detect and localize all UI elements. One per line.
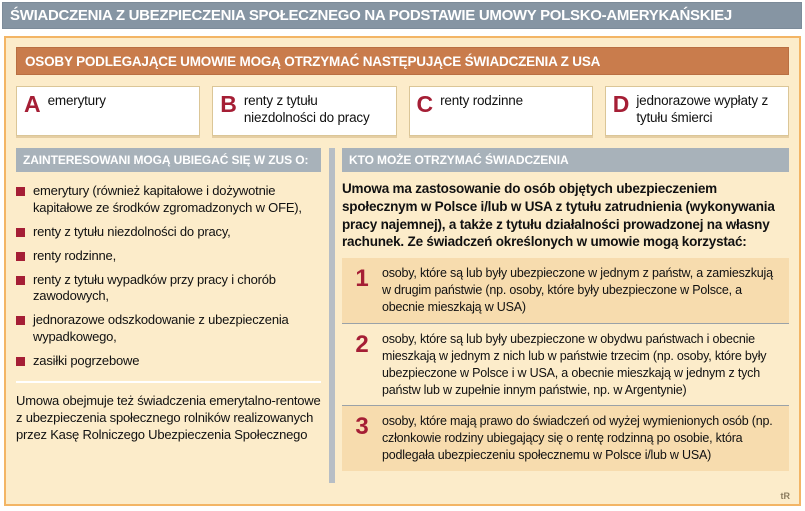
zus-benefit-list xyxy=(16,183,321,370)
eligibility-intro: Umowa ma zastosowanie do osób objętych ubezpieczeniem społecznym w Polsce i/lub w USA z tytułu zatrudnienia (wykonywania pracy najemnej), a także z tytułu działalności prowadzonej na własny rachunek. Ze świadczeń określonych w umowie mogą korzystać: xyxy=(342,181,775,250)
list-item xyxy=(16,272,321,306)
horizontal-divider xyxy=(16,381,321,383)
zus-column xyxy=(16,148,321,501)
list-item-text: emerytury (również kapitałowe i dożywotnie kapitałowe ze środków zgromadzonych w OFE), xyxy=(33,183,302,215)
eligibility-item-1 xyxy=(342,258,789,323)
list-item-text: zasiłki pogrzebowe xyxy=(33,353,140,369)
benefit-boxes-row xyxy=(16,86,789,136)
bullet-square-icon xyxy=(16,228,25,237)
zus-column-header-label: ZAINTERESOWANI MOGĄ UBIEGAĆ SIĘ W ZUS O: xyxy=(23,153,309,167)
benefit-box-d xyxy=(605,86,789,136)
benefit-label-c: renty rodzinne xyxy=(440,93,523,108)
item-number: 1 xyxy=(355,265,369,293)
item-text: osoby, które są lub były ubezpieczone w obydwu państwach i obecnie mieszkają w jednym z nich lub w państwie trzecim (np. osoby, które były ubezpieczone w Polsce i w USA, a obecnie mieszkają w jednym z tych państw lub w zupełnie innym państwie, np. w Argentynie) xyxy=(382,331,767,397)
eligibility-list xyxy=(342,258,789,471)
list-item-text: renty rodzinne, xyxy=(33,247,116,263)
benefits-section-header xyxy=(16,47,789,75)
content-panel xyxy=(4,36,801,506)
bullet-square-icon xyxy=(16,316,25,325)
krus-note: Umowa obejmuje też świadczenia emerytalno-rentowe z ubezpieczenia społecznego rolników realizowanych przez Kasę Rolniczego Ubezpieczenia Społecznego xyxy=(16,393,321,443)
bullet-square-icon xyxy=(16,357,25,366)
benefit-label-d: jednorazowe wypłaty z tytułu śmierci xyxy=(636,93,768,125)
column-divider xyxy=(329,148,335,483)
list-item xyxy=(16,224,321,241)
item-number: 2 xyxy=(355,330,369,358)
list-item-text: renty z tytułu wypadków przy pracy i chorób zawodowych, xyxy=(33,271,276,304)
benefit-box-a xyxy=(16,86,200,136)
list-item-text: renty z tytułu niezdolności do pracy, xyxy=(33,223,231,239)
benefit-label-b: renty z tytułu niezdolności do pracy xyxy=(243,93,370,125)
eligibility-item-2 xyxy=(342,323,789,406)
list-item xyxy=(16,248,321,265)
bullet-square-icon xyxy=(16,187,25,196)
eligibility-column-header-label: KTO MOŻE OTRZYMAĆ ŚWIADCZENIA xyxy=(349,153,569,167)
benefit-letter-c: C xyxy=(416,91,434,117)
two-column-area xyxy=(16,148,789,501)
list-item xyxy=(16,183,321,217)
benefit-label-a: emerytury xyxy=(47,93,106,108)
benefit-letter-b: B xyxy=(220,91,237,117)
item-number: 3 xyxy=(355,413,369,441)
list-item xyxy=(16,312,321,346)
list-item-text: jednorazowe odszkodowanie z ubezpieczenia wypadkowego, xyxy=(33,312,289,345)
benefit-box-c xyxy=(409,86,593,136)
bullet-square-icon xyxy=(16,276,25,285)
benefit-box-b xyxy=(212,86,396,136)
zus-column-header xyxy=(16,148,321,172)
eligibility-column-header xyxy=(342,148,789,172)
eligibility-column xyxy=(342,148,789,501)
benefits-section-header-label: OSOBY PODLEGAJĄCE UMOWIE MOGĄ OTRZYMAĆ NASTĘPUJĄCE ŚWIADCZENIA Z USA xyxy=(25,53,601,69)
benefit-letter-d: D xyxy=(612,91,630,117)
item-text: osoby, które są lub były ubezpieczone w jednym z państw, a zamieszkują w drugim państwie (np. osoby, które były ubezpieczone w Polsce, a obecnie mieszkają w USA) xyxy=(382,266,773,314)
main-title-bar xyxy=(2,2,802,29)
page-title: ŚWIADCZENIA Z UBEZPIECZENIA SPOŁECZNEGO NA PODSTAWIE UMOWY POLSKO-AMERYKAŃSKIEJ xyxy=(10,7,732,24)
list-item xyxy=(16,353,321,370)
item-text: osoby, które mają prawo do świadczeń od wyżej wymienionych osób (np. członkowie rodziny ubiegający się o rentę rodzinną po osobie, która podlegała ubezpieczeniu społecznemu w Polsce i/lub w USA) xyxy=(382,414,773,463)
benefit-letter-a: A xyxy=(24,91,41,117)
author-initials: tR xyxy=(780,491,790,501)
eligibility-item-3 xyxy=(342,405,789,471)
bullet-square-icon xyxy=(16,252,25,261)
